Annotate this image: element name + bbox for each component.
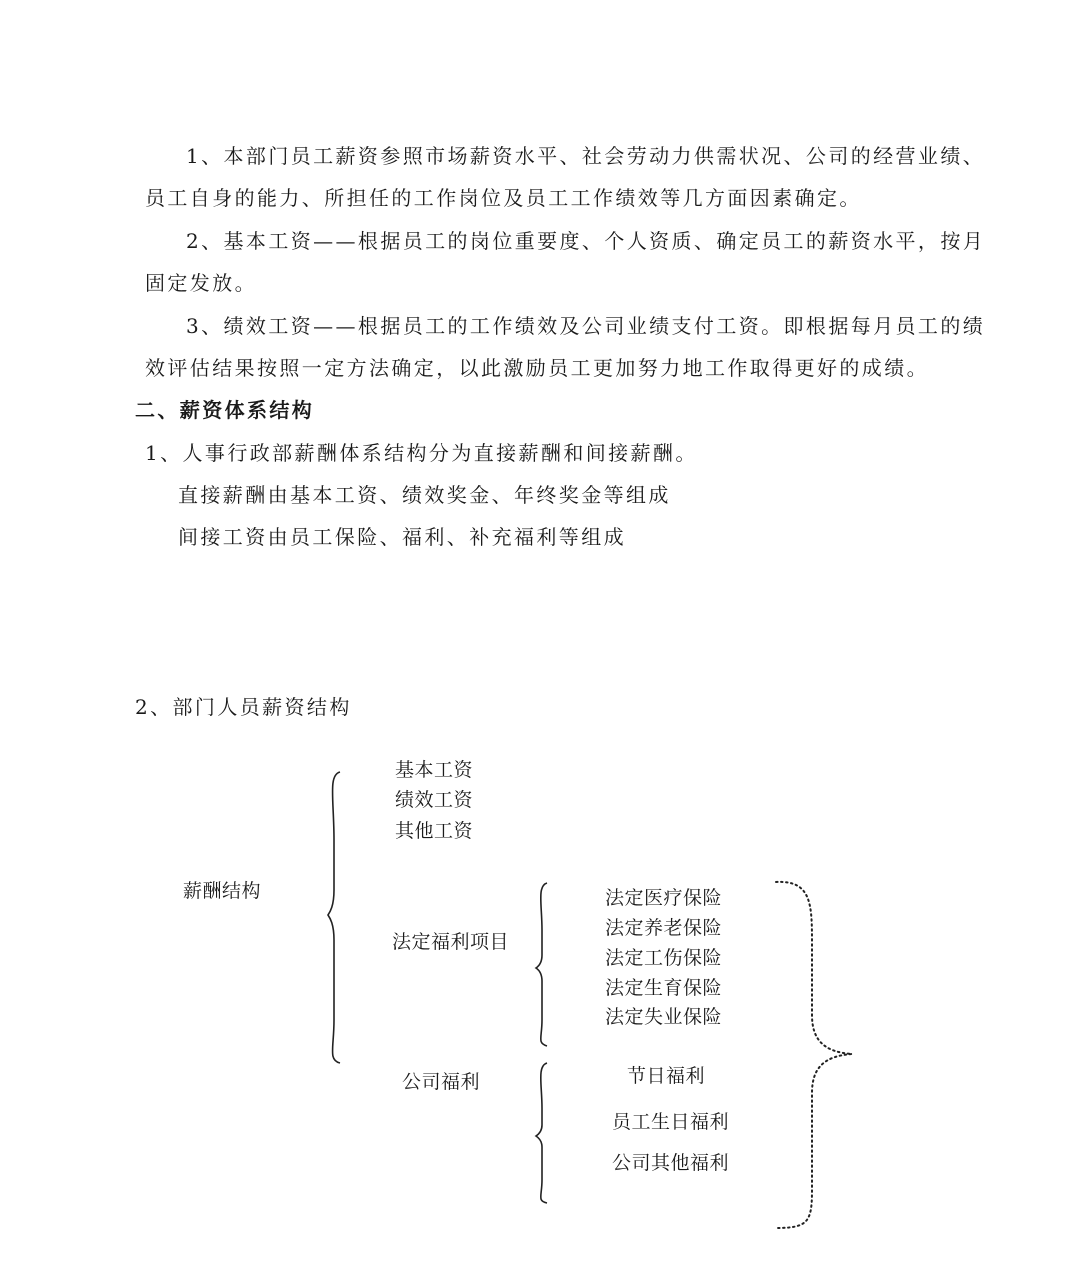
paragraph-3-line-1: 3、绩效工资——根据员工的工作绩效及公司业绩支付工资。即根据每月员工的绩 [186, 314, 986, 338]
dotted-right-brace [776, 882, 852, 1228]
wage-item: 基本工资 [395, 759, 474, 781]
root-label: 薪酬结构 [183, 880, 262, 902]
company-benefits-label: 公司福利 [402, 1071, 481, 1093]
wage-item: 其他工资 [395, 820, 474, 842]
section-item-1: 1、人事行政部薪酬体系结构分为直接薪酬和间接薪酬。 [145, 441, 698, 465]
company-brace [536, 1063, 547, 1203]
section-item-2: 2、部门人员薪资结构 [135, 695, 352, 719]
paragraph-1-line-1: 1、本部门员工薪资参照市场薪资水平、社会劳动力供需状况、公司的经营业绩、 [186, 144, 986, 168]
indirect-pay-line: 间接工资由员工保险、福利、补充福利等组成 [178, 525, 626, 549]
section-heading: 二、薪资体系结构 [135, 398, 315, 422]
statutory-item: 法定工伤保险 [605, 947, 723, 969]
paragraph-3-line-2: 效评估结果按照一定方法确定，以此激励员工更加努力地工作取得更好的成绩。 [145, 356, 929, 380]
main-brace [328, 772, 340, 1063]
company-item: 节日福利 [627, 1065, 706, 1087]
company-item: 公司其他福利 [612, 1152, 730, 1174]
statutory-item: 法定医疗保险 [605, 887, 723, 909]
direct-pay-line: 直接薪酬由基本工资、绩效奖金、年终奖金等组成 [178, 483, 671, 507]
statutory-item: 法定生育保险 [605, 977, 723, 999]
statutory-benefits-label: 法定福利项目 [392, 931, 510, 953]
paragraph-1-line-2: 员工自身的能力、所担任的工作岗位及员工工作绩效等几方面因素确定。 [145, 186, 862, 210]
wage-item: 绩效工资 [395, 789, 474, 811]
statutory-item: 法定失业保险 [605, 1006, 723, 1028]
paragraph-2-line-2: 固定发放。 [145, 271, 257, 295]
paragraph-2-line-1: 2、基本工资——根据员工的岗位重要度、个人资质、确定员工的薪资水平，按月 [186, 229, 986, 253]
statutory-brace [536, 883, 547, 1046]
statutory-item: 法定养老保险 [605, 917, 723, 939]
company-item: 员工生日福利 [612, 1111, 730, 1133]
